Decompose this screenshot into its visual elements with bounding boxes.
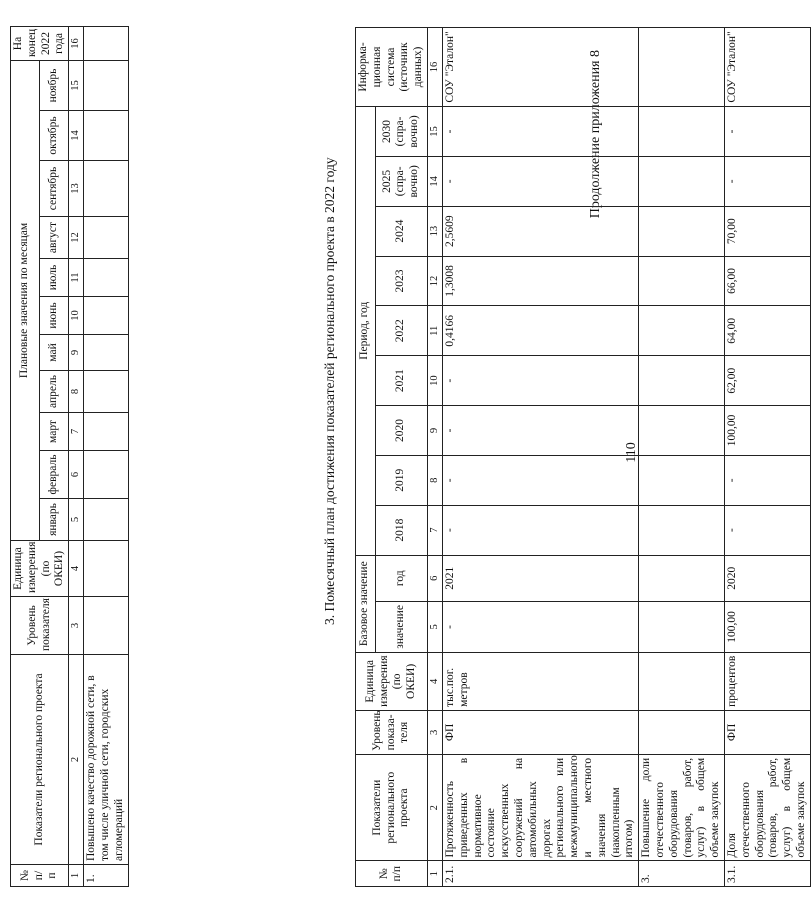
header-year-end: На конец 2022 года — [11, 26, 69, 60]
table-row — [442, 28, 638, 887]
row-unit — [639, 652, 725, 710]
header-year: 2020 — [375, 406, 427, 456]
row-base-year: 2021 — [442, 555, 638, 601]
col-number: 16 — [69, 26, 84, 60]
row-value — [639, 356, 725, 406]
column-number-row — [69, 26, 84, 886]
section-title: 3. Помесячный план достижения показателей регионального проекта в 2022 году — [322, 157, 337, 625]
header-month: август — [40, 217, 69, 259]
col-number: 1 — [69, 865, 84, 887]
header-year: 2025 (спра-вочно) — [375, 156, 427, 206]
row-value: 70,00 — [724, 206, 810, 256]
col-number: 13 — [427, 206, 442, 256]
row-level — [639, 710, 725, 754]
col-number: 16 — [427, 28, 442, 107]
col-number: 6 — [69, 451, 84, 499]
row-cell — [84, 371, 128, 413]
header-month: сентябрь — [40, 161, 69, 217]
continuation-label: Продолжение приложения 8 — [588, 50, 603, 219]
row-value: 0,4166 — [442, 306, 638, 356]
header-num: № п/п — [356, 861, 428, 887]
row-num: 3.1. — [724, 861, 810, 887]
column-number-row — [427, 28, 442, 887]
row-cell — [84, 413, 128, 451]
header-level: Уровень показа-теля — [356, 710, 428, 754]
header-indicator: Показатели регионального проекта — [11, 655, 69, 865]
col-number: 11 — [427, 306, 442, 356]
header-year: 2030 (спра-вочно) — [375, 106, 427, 156]
col-number: 14 — [69, 111, 84, 161]
header-year: 2019 — [375, 455, 427, 505]
col-number: 5 — [69, 499, 84, 541]
col-number: 8 — [427, 455, 442, 505]
row-value — [639, 505, 725, 555]
row-cell — [84, 499, 128, 541]
row-unit: тыс.пог. метров — [442, 652, 638, 710]
row-cell — [84, 259, 128, 297]
col-number: 3 — [427, 710, 442, 754]
col-number: 4 — [427, 652, 442, 710]
header-month: июнь — [40, 297, 69, 335]
row-value — [639, 256, 725, 306]
row-base-year — [639, 555, 725, 601]
header-unit: Единица измерения (по ОКЕИ) — [356, 652, 428, 710]
col-number: 4 — [69, 541, 84, 597]
header-month: май — [40, 335, 69, 371]
row-value: 62,00 — [724, 356, 810, 406]
row-base-value: - — [442, 601, 638, 652]
col-number: 6 — [427, 555, 442, 601]
row-cell — [84, 597, 128, 655]
row-num: 2.1. — [442, 861, 638, 887]
row-value — [639, 406, 725, 456]
row-cell — [84, 26, 128, 60]
row-value: - — [442, 455, 638, 505]
row-level: ФП — [442, 710, 638, 754]
header-unit: Единица измерения (по ОКЕИ) — [11, 541, 69, 597]
row-indicator: Протяженность приведенных в нормативное состояние искусственных сооружений на автомобильных дорогах регионального или межмуниципального и местного значения (накопленным итогом) — [442, 754, 638, 861]
row-value: 64,00 — [724, 306, 810, 356]
row-info — [639, 28, 725, 107]
row-indicator: Повышено качество дорожной сети, в том числе уличной сети, городских агломераций — [84, 655, 128, 865]
col-number: 7 — [69, 413, 84, 451]
header-month: ноябрь — [40, 60, 69, 110]
header-month: апрель — [40, 371, 69, 413]
row-info: СОУ "Эталон" — [724, 28, 810, 107]
row-value: - — [442, 356, 638, 406]
row-base-value — [639, 601, 725, 652]
header-year: 2018 — [375, 505, 427, 555]
header-year: 2021 — [375, 356, 427, 406]
header-month: март — [40, 413, 69, 451]
header-base-year: год — [375, 555, 427, 601]
header-year: 2023 — [375, 256, 427, 306]
row-value — [639, 306, 725, 356]
col-number: 10 — [427, 356, 442, 406]
col-number: 15 — [69, 60, 84, 110]
row-cell — [84, 161, 128, 217]
row-cell — [84, 60, 128, 110]
header-base: Базовое значение — [356, 555, 376, 652]
col-number: 10 — [69, 297, 84, 335]
row-value: - — [442, 156, 638, 206]
header-indicator: Показатели регионального проекта — [356, 754, 428, 861]
row-value: 2,5609 — [442, 206, 638, 256]
indicators-table — [355, 27, 811, 887]
row-value: - — [724, 156, 810, 206]
col-number: 11 — [69, 259, 84, 297]
row-indicator: Доля отечественного оборудования (товаров, работ, услуг) в общем объеме закупок — [724, 754, 810, 861]
row-unit: процентов — [724, 652, 810, 710]
row-value: - — [724, 455, 810, 505]
row-value — [639, 156, 725, 206]
col-number: 9 — [427, 406, 442, 456]
col-number: 1 — [427, 861, 442, 887]
header-month: февраль — [40, 451, 69, 499]
col-number: 14 — [427, 156, 442, 206]
row-indicator: Повышение доли отечественного оборудования (товаров, работ, услуг) в общем объеме закупок — [639, 754, 725, 861]
header-period: Период, год — [356, 106, 376, 555]
col-number: 8 — [69, 371, 84, 413]
header-month: июль — [40, 259, 69, 297]
row-value — [639, 206, 725, 256]
row-cell — [84, 111, 128, 161]
col-number: 7 — [427, 505, 442, 555]
row-cell — [84, 451, 128, 499]
table-row — [639, 28, 725, 887]
row-base-value: 100,00 — [724, 601, 810, 652]
row-value: - — [442, 505, 638, 555]
col-number: 3 — [69, 597, 84, 655]
col-number: 2 — [69, 655, 84, 865]
page-number: 110 — [624, 442, 639, 463]
row-value — [639, 106, 725, 156]
col-number: 2 — [427, 754, 442, 861]
table-row — [724, 28, 810, 887]
header-base-value: значение — [375, 601, 427, 652]
monthly-plan-table — [10, 26, 129, 887]
row-value: - — [442, 106, 638, 156]
col-number: 5 — [427, 601, 442, 652]
row-value: - — [442, 406, 638, 456]
row-value: 100,00 — [724, 406, 810, 456]
header-year: 2024 — [375, 206, 427, 256]
header-monthly: Плановые значения по месяцам — [11, 60, 40, 540]
row-cell — [84, 217, 128, 259]
row-info: СОУ "Эталон" — [442, 28, 638, 107]
row-value: - — [724, 505, 810, 555]
row-cell — [84, 335, 128, 371]
row-value: - — [724, 106, 810, 156]
row-value — [639, 455, 725, 505]
header-month: январь — [40, 499, 69, 541]
col-number: 13 — [69, 161, 84, 217]
header-month: октябрь — [40, 111, 69, 161]
row-value: 1,3008 — [442, 256, 638, 306]
table-row — [84, 26, 128, 886]
row-cell — [84, 541, 128, 597]
header-num: № п/п — [11, 865, 69, 887]
row-value: 66,00 — [724, 256, 810, 306]
header-level: Уровень показателя — [11, 597, 69, 655]
col-number: 9 — [69, 335, 84, 371]
col-number: 15 — [427, 106, 442, 156]
row-num: 3. — [639, 861, 725, 887]
row-level: ФП — [724, 710, 810, 754]
header-year: 2022 — [375, 306, 427, 356]
row-cell — [84, 297, 128, 335]
header-info: Информа-ционная система (источник данных) — [356, 28, 428, 107]
col-number: 12 — [427, 256, 442, 306]
col-number: 12 — [69, 217, 84, 259]
row-num: 1. — [84, 865, 128, 887]
row-base-year: 2020 — [724, 555, 810, 601]
